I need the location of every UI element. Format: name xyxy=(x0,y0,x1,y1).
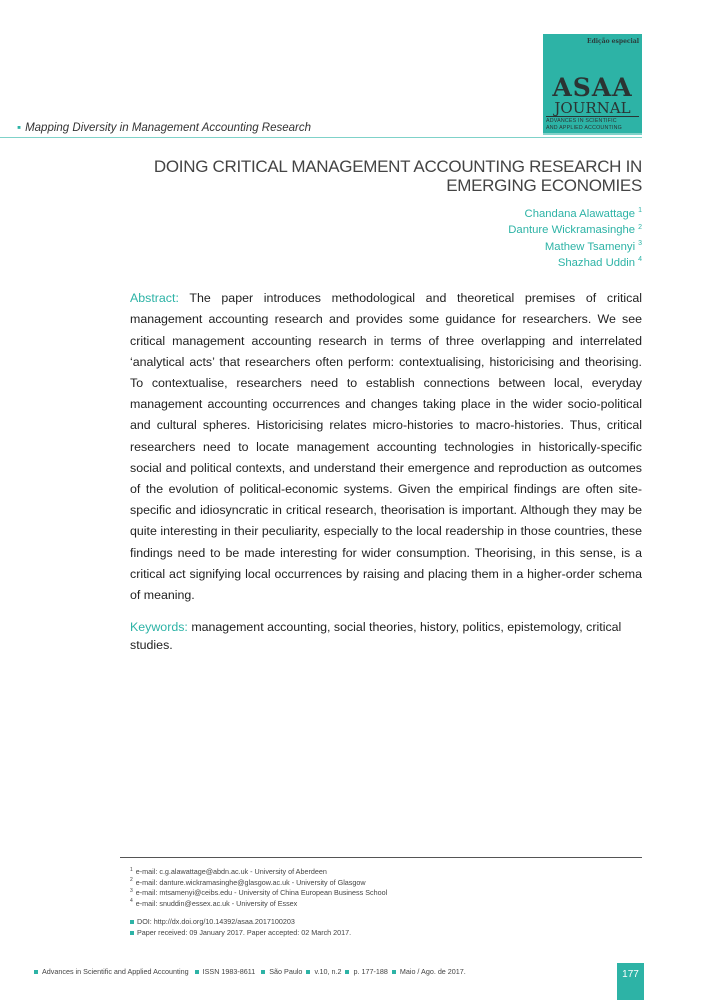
author-note: 1 xyxy=(638,207,642,215)
bullet-icon xyxy=(130,920,134,924)
footer-journal: Advances in Scientific and Applied Accounting xyxy=(42,967,189,976)
author-name: Chandana Alawattage xyxy=(524,208,636,220)
footer-volume: v.10, n.2 xyxy=(314,967,342,976)
bullet-icon xyxy=(392,970,396,974)
footnote-divider xyxy=(120,857,642,858)
author-name: Mathew Tsamenyi xyxy=(544,240,636,253)
title-line: DOING CRITICAL MANAGEMENT ACCOUNTING RESEARCH IN xyxy=(153,157,642,176)
article-meta xyxy=(130,917,630,938)
footnote-text: e-mail: mtsamenyi@ceibs.edu - University of China European Business School xyxy=(135,888,388,897)
section-label: Mapping Diversity in Management Accounting Research xyxy=(25,122,312,134)
doi-text[interactable]: DOI: http://dx.doi.org/10.14392/asaa.2017100203 xyxy=(137,917,295,926)
section-heading xyxy=(17,122,311,134)
footnote xyxy=(130,878,630,889)
author xyxy=(82,206,642,222)
header-divider xyxy=(0,137,642,138)
author-note: 2 xyxy=(638,223,642,231)
bullet-icon xyxy=(261,970,265,974)
footnote-text: e-mail: c.g.alawattage@abdn.ac.uk - University of Aberdeen xyxy=(135,867,327,876)
keywords xyxy=(130,618,642,654)
footnote xyxy=(130,888,630,899)
author xyxy=(82,222,642,238)
abstract xyxy=(130,288,642,606)
keywords-text: management accounting, social theories, history, politics, epistemology, critical studies. xyxy=(130,620,622,653)
author-name: Shazhad Uddin xyxy=(557,256,636,269)
received-text: Paper received: 09 January 2017. Paper accepted: 02 March 2017. xyxy=(137,927,352,937)
author-note: 3 xyxy=(638,239,642,247)
main-column xyxy=(82,157,642,654)
abstract-text: The paper introduces methodological and theoretical premises of critical management accounting research and provides some guidance for researchers. We see critical management accounting research in terms of three overlapping and interrelated ‘analytical acts’ that researchers often perform: contextualising, historicising and theorising. To contextualise, researchers need to establish connections between local, everyday management accounting occurrences and changes taking place in the wider socio-political and cultural spheres. Historicising relates micro-histories to macro-histories. Thus, critical researchers need to locate management accounting technologies in historically-specific social and political contexts, and understand their emergence and reproduction as outcomes of the evolution of political-economic systems. Given the empirical findings are often site-specific and idiosyncratic in critical research, theorisation is important. Although they may be quite interesting in their peculiarity, especially to the local readership in those countries, these findings need to be made interesting for wider consumption. Theorising, in this sense, is a critical act signifying local occurrences by raising and placing them in a higher-order schema of meaning. xyxy=(130,291,642,603)
page-footer xyxy=(30,967,466,976)
logo-tagline-1: ADVANCES IN SCIENTIFIC xyxy=(546,118,617,124)
author-name: Danture Wickramasinghe xyxy=(508,224,636,237)
abstract-label: Abstract: xyxy=(130,291,179,306)
author xyxy=(82,239,642,255)
footnote xyxy=(130,899,630,910)
bottom-notes xyxy=(130,867,630,938)
logo-tagline-2: AND APPLIED ACCOUNTING xyxy=(546,124,622,131)
logo-subtitle: JOURNAL xyxy=(546,100,639,117)
footnotes xyxy=(130,867,630,909)
footnote-num: 1 xyxy=(130,866,133,873)
bullet-icon xyxy=(345,970,349,974)
paper-title xyxy=(82,157,642,195)
footer-date: Maio / Ago. de 2017. xyxy=(399,967,466,976)
footnote-text: e-mail: snuddin@essex.ac.uk - University of Essex xyxy=(135,898,298,908)
footer-pages: p. 177-188 xyxy=(353,967,388,976)
title-line: EMERGING ECONOMIES xyxy=(446,176,642,195)
author xyxy=(82,255,642,271)
footnote-num: 3 xyxy=(130,887,133,894)
footer-issn: ISSN 1983-8611 xyxy=(202,967,256,976)
edition-label: Edição especial xyxy=(587,38,639,45)
bullet-icon xyxy=(34,970,38,974)
author-note: 4 xyxy=(638,256,642,264)
doi xyxy=(130,917,630,928)
received-dates xyxy=(130,928,630,939)
footnote-num: 4 xyxy=(130,898,133,905)
footnote xyxy=(130,867,630,878)
bullet-icon xyxy=(306,970,310,974)
logo-tagline xyxy=(546,118,639,131)
logo-spacer xyxy=(546,46,639,75)
author-list xyxy=(82,206,642,271)
footnote-num: 2 xyxy=(130,877,133,884)
footer-city: São Paulo xyxy=(269,967,303,976)
page-number: 177 xyxy=(617,963,644,1000)
bullet-icon xyxy=(195,970,199,974)
footnote-text: e-mail: danture.wickramasinghe@glasgow.ac.uk - University of Glasgow xyxy=(135,877,366,887)
bullet-icon xyxy=(130,931,134,935)
keywords-label: Keywords: xyxy=(130,620,188,635)
logo-name: ASAA xyxy=(552,73,633,102)
bullet-icon: ▪ xyxy=(17,122,22,134)
journal-logo xyxy=(543,34,642,135)
